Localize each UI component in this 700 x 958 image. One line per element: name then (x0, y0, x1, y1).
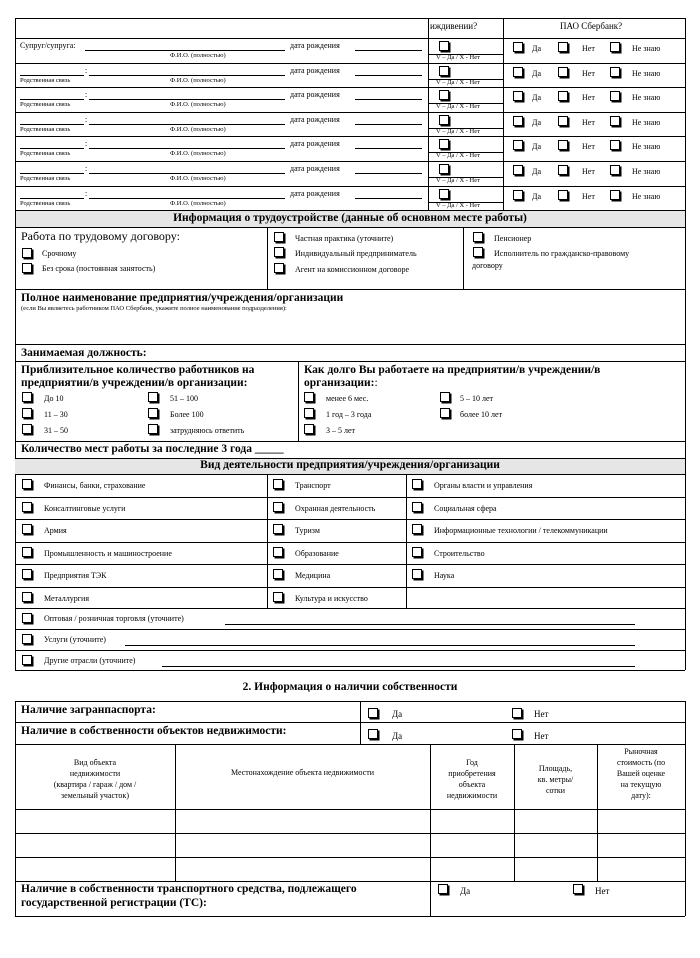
birth-date-label: дата рождения (290, 65, 340, 75)
agent-checkbox[interactable] (274, 263, 284, 273)
entrepreneur-label: Индивидуальный предприниматель (295, 249, 417, 258)
fio-hint: Ф.И.О. (полностью) (170, 52, 226, 59)
staff-option-label: 31 – 50 (44, 426, 68, 435)
yes-no-hint: V – Да / X - Нет (436, 127, 480, 135)
urgent-checkbox[interactable] (22, 248, 32, 258)
activity-checkbox[interactable] (22, 524, 32, 534)
sber-yes-label: Да (532, 191, 542, 201)
activity-title: Вид деятельности предприятия/учреждения/организации (200, 459, 500, 471)
sber-unknown-label: Не знаю (632, 191, 661, 201)
staff-option-checkbox[interactable] (148, 392, 158, 402)
colon: : (85, 188, 88, 198)
sber-yes-label: Да (532, 117, 542, 127)
relation-hint: Родственная связь (20, 125, 71, 133)
colon: : (85, 114, 88, 124)
fio-hint: Ф.И.О. (полностью) (170, 199, 226, 207)
trade-checkbox[interactable] (22, 613, 32, 623)
tenure-option-label: 3 – 5 лет (326, 426, 356, 435)
colon: : (85, 90, 88, 100)
relation-line (20, 75, 84, 76)
sber-yes-label: Да (532, 44, 542, 53)
staff-option-checkbox[interactable] (148, 408, 158, 418)
relation-hint: Родственная связь (20, 199, 71, 207)
relation-line (20, 99, 84, 100)
tenure-option-checkbox[interactable] (440, 408, 450, 418)
permanent-checkbox[interactable] (22, 263, 32, 273)
property-title: 2. Информация о наличии собственности (242, 681, 458, 693)
activity-checkbox[interactable] (22, 592, 32, 602)
other-industry-label: Другие отрасли (уточните) (44, 656, 136, 665)
relation-line (20, 173, 84, 174)
sber-no-label: Нет (582, 142, 595, 152)
activity-label: Наука (434, 571, 455, 580)
table-row[interactable] (15, 833, 685, 857)
sber-yes-checkbox[interactable] (513, 67, 523, 77)
birth-date-label: дата рождения (290, 41, 340, 50)
vehicle-yes-label: Да (460, 886, 471, 896)
vehicle-title-1: Наличие в собственности транспортного средства, подлежащего (21, 883, 357, 895)
staff-option-checkbox[interactable] (22, 408, 32, 418)
sber-yes-label: Да (532, 93, 542, 103)
sber-yes-label: Да (532, 68, 542, 78)
activity-label: Органы власти и управления (434, 481, 533, 490)
sber-unknown-label: Не знаю (632, 93, 661, 103)
tenure-option-label: 1 год – 3 года (326, 410, 372, 419)
dependent-checkbox[interactable] (439, 189, 449, 199)
realty-title: Наличие в собственности объектов недвижимости: (21, 725, 287, 737)
staff-option-label: Более 100 (170, 410, 204, 419)
staff-title-1: Приблизительное количество работников на (21, 364, 255, 376)
yes-no-hint: V – Да / X - Нет (436, 54, 480, 61)
sber-yes-checkbox[interactable] (513, 190, 523, 200)
services-checkbox[interactable] (22, 634, 32, 644)
realty-yes-label: Да (392, 731, 403, 741)
yes-no-hint: V – Да / X - Нет (436, 78, 480, 86)
activity-label: Армия (44, 526, 67, 535)
tenure-option-label: более 10 лет (460, 410, 503, 419)
dependent-checkbox[interactable] (439, 115, 449, 125)
activity-checkbox[interactable] (22, 502, 32, 512)
sber-no-checkbox[interactable] (558, 116, 568, 126)
services-label: Услуги (уточните) (44, 635, 106, 644)
sber-unknown-label: Не знаю (632, 68, 661, 78)
activity-label: Финансы, банки, страхование (44, 481, 146, 490)
activity-label: Промышленность и машиностроение (44, 549, 172, 558)
activity-label: Консалтинговые услуги (44, 504, 126, 513)
staff-option-label: 51 – 100 (170, 394, 198, 403)
sber-yes-label: Да (532, 142, 542, 152)
yes-no-hint: V – Да / X - Нет (436, 152, 480, 160)
fio-line (89, 198, 285, 199)
fio-line (85, 50, 285, 51)
birth-date-label: дата рождения (290, 188, 340, 198)
activity-checkbox[interactable] (22, 479, 32, 489)
activity-checkbox[interactable] (412, 524, 422, 534)
civil-contract-label-1: Исполнитель по гражданско-правовому (494, 249, 630, 258)
activity-checkbox[interactable] (412, 547, 422, 557)
staff-option-label: 11 – 30 (44, 410, 68, 419)
birth-date-label: дата рождения (290, 139, 340, 149)
private-practice-label: Частная практика (уточните) (295, 234, 394, 243)
contract-title: Работа по трудовому договору: (21, 229, 180, 243)
dependent-checkbox[interactable] (439, 164, 449, 174)
permanent-label: Без срока (постоянная занятость) (42, 264, 156, 273)
position-title: Занимаемая должность: (21, 347, 147, 359)
table-row[interactable] (15, 857, 685, 881)
realty-yes-checkbox[interactable] (368, 729, 378, 739)
sber-unknown-label: Не знаю (632, 44, 661, 53)
pensioner-checkbox[interactable] (473, 232, 483, 242)
vehicle-no-checkbox[interactable] (573, 884, 583, 894)
activity-checkbox[interactable] (273, 479, 283, 489)
tenure-option-checkbox[interactable] (304, 424, 314, 434)
staff-title-2: предприятии/в учреждении/в организации: (21, 377, 248, 389)
realty-no-label: Нет (534, 731, 549, 741)
fio-line (89, 173, 285, 174)
sber-no-label: Нет (582, 44, 595, 53)
activity-checkbox[interactable] (412, 502, 422, 512)
pensioner-label: Пенсионер (494, 234, 532, 243)
activity-checkbox[interactable] (273, 502, 283, 512)
sber-no-label: Нет (582, 167, 595, 176)
col-value-header: Рыночная стоимость (по Вашей оценке на текущую дату): (616, 747, 666, 800)
activity-checkbox[interactable] (412, 479, 422, 489)
activity-row-divider (15, 564, 685, 565)
passport-yes-label: Да (392, 709, 403, 719)
activity-checkbox[interactable] (412, 569, 422, 579)
sber-no-checkbox[interactable] (558, 67, 568, 77)
activity-checkbox[interactable] (273, 592, 283, 602)
yes-no-hint: V – Да / X - Нет (436, 177, 480, 184)
col-area-header: Площадь, кв. метры/ сотки (537, 764, 574, 795)
fio-hint: Ф.И.О. (полностью) (170, 76, 226, 84)
yes-no-hint: V – Да / X - Нет (436, 103, 480, 111)
sber-no-label: Нет (582, 68, 595, 78)
relation-hint: Родственная связь (20, 150, 71, 158)
birth-date-line (355, 124, 422, 125)
yes-no-hint: V – Да / X - Нет (436, 201, 480, 209)
sber-yes-checkbox[interactable] (513, 116, 523, 126)
activity-label: Туризм (295, 526, 320, 535)
activity-label: Информационные технологии / телекоммуникации (434, 526, 608, 535)
fio-line (89, 99, 285, 100)
sber-unknown-checkbox[interactable] (610, 91, 620, 101)
birth-date-line (355, 198, 422, 199)
fio-line (89, 124, 285, 125)
tenure-option-label: 5 – 10 лет (460, 394, 494, 403)
birth-date-line (355, 148, 422, 149)
realty-no-checkbox[interactable] (512, 729, 522, 739)
civil-contract-label-2: договору (472, 261, 503, 270)
sber-unknown-checkbox[interactable] (610, 42, 620, 52)
sber-no-label: Нет (582, 93, 595, 103)
fio-line (89, 148, 285, 149)
activity-label: Образование (295, 549, 339, 558)
entrepreneur-checkbox[interactable] (274, 247, 284, 257)
employment-title: Информация о трудоустройстве (данные об основном месте работы) (173, 212, 527, 224)
sber-unknown-checkbox[interactable] (610, 116, 620, 126)
relation-line (20, 198, 84, 199)
passport-yes-checkbox[interactable] (368, 708, 378, 718)
relation-hint: Родственная связь (20, 101, 71, 109)
activity-checkbox[interactable] (273, 569, 283, 579)
activity-label: Медицина (295, 571, 331, 580)
sber-no-checkbox[interactable] (558, 42, 568, 52)
birth-date-line (355, 50, 422, 51)
sber-yes-checkbox[interactable] (513, 91, 523, 101)
relation-line (20, 148, 84, 149)
dependent-checkbox[interactable] (439, 41, 449, 51)
colon: : (85, 139, 88, 149)
activity-label: Транспорт (295, 481, 331, 490)
activity-checkbox[interactable] (22, 547, 32, 557)
dependent-checkbox[interactable] (439, 66, 449, 76)
sber-yes-checkbox[interactable] (513, 165, 523, 175)
sber-no-label: Нет (582, 117, 595, 127)
vehicle-no-label: Нет (595, 886, 610, 896)
activity-label: Социальная сфера (434, 504, 497, 513)
other-industry-checkbox[interactable] (22, 655, 32, 665)
sber-unknown-checkbox[interactable] (610, 140, 620, 150)
birth-date-label: дата рождения (290, 164, 340, 173)
activity-row-divider (15, 519, 685, 520)
tenure-option-label: менее 6 мес. (326, 394, 369, 403)
agent-label: Агент на комиссионном договоре (295, 265, 410, 274)
staff-option-checkbox[interactable] (22, 424, 32, 434)
sber-no-checkbox[interactable] (558, 165, 568, 175)
col-type-header: Вид объекта недвижимости (квартира / гараж / дом / земельный участок) (53, 758, 137, 800)
relation-hint: Родственная связь (20, 76, 71, 84)
jobs-count: Количество мест работы за последние 3 года _____ (21, 443, 284, 455)
fio-hint: Ф.И.О. (полностью) (170, 175, 226, 182)
activity-label: Предприятия ТЭК (44, 571, 107, 580)
sber-yes-label: Да (532, 167, 542, 176)
col-location-header: Местонахождение объекта недвижимости (230, 768, 375, 777)
sber-no-label: Нет (582, 191, 595, 201)
birth-date-line (355, 173, 422, 174)
sber-unknown-checkbox[interactable] (610, 67, 620, 77)
sber-no-checkbox[interactable] (558, 140, 568, 150)
activity-checkbox[interactable] (273, 524, 283, 534)
activity-row-divider (15, 542, 685, 543)
activity-checkbox[interactable] (22, 569, 32, 579)
colon: : (85, 164, 88, 173)
vehicle-yes-checkbox[interactable] (438, 884, 448, 894)
fio-line (89, 75, 285, 76)
staff-option-label: До 10 (44, 394, 64, 403)
org-name-note: (если Вы являетесь работником ПАО Сбербанк, укажите полное наименование подразделения): (21, 305, 287, 312)
tenure-option-checkbox[interactable] (440, 392, 450, 402)
org-name-title: Полное наименование предприятия/учреждения/организации (21, 292, 344, 304)
tenure-title-2: организации:: (304, 377, 378, 389)
passport-no-checkbox[interactable] (512, 708, 522, 718)
urgent-label: Срочному (42, 249, 77, 258)
activity-label: Металлургия (44, 594, 89, 603)
staff-option-checkbox[interactable] (22, 392, 32, 402)
activity-label: Культура и искусство (295, 594, 368, 603)
birth-date-label: дата рождения (290, 90, 340, 100)
staff-option-checkbox[interactable] (148, 424, 158, 434)
sber-unknown-checkbox[interactable] (610, 165, 620, 175)
passport-title: Наличие загранпаспорта: (21, 704, 156, 716)
vehicle-title-2: государственной регистрации (ТС): (21, 897, 207, 909)
private-practice-checkbox[interactable] (274, 232, 284, 242)
fio-hint: Ф.И.О. (полностью) (170, 101, 226, 109)
trade-label: Оптовая / розничная торговля (уточните) (44, 614, 184, 623)
tenure-title-1: Как долго Вы работаете на предприятии/в учреждении/в (304, 364, 601, 376)
birth-date-label: дата рождения (290, 114, 340, 124)
activity-label: Строительство (434, 549, 485, 558)
col-year-header: Год приобретения объекта недвижимости (446, 758, 498, 800)
sber-unknown-label: Не знаю (632, 167, 661, 176)
activity-row-divider (15, 497, 685, 498)
spouse-label: Супруг/супруга: (20, 41, 76, 50)
relation-hint: Родственная связь (20, 175, 71, 182)
sber-yes-checkbox[interactable] (513, 140, 523, 150)
relation-line (20, 124, 84, 125)
activity-row-divider (15, 587, 685, 588)
dependent-checkbox[interactable] (439, 90, 449, 100)
civil-contract-checkbox[interactable] (473, 247, 483, 257)
staff-option-label: затрудняюсь ответить (170, 426, 245, 435)
sber-unknown-checkbox[interactable] (610, 190, 620, 200)
colon: : (85, 65, 88, 75)
tenure-option-checkbox[interactable] (304, 392, 314, 402)
sber-unknown-label: Не знаю (632, 142, 661, 152)
dependent-checkbox[interactable] (439, 139, 449, 149)
activity-label: Охранная деятельность (295, 504, 376, 513)
sber-no-checkbox[interactable] (558, 91, 568, 101)
tenure-option-checkbox[interactable] (304, 408, 314, 418)
dependents-header: иждивении? (430, 21, 478, 31)
birth-date-line (355, 75, 422, 76)
table-row[interactable] (15, 809, 685, 833)
activity-checkbox[interactable] (273, 547, 283, 557)
sberbank-header: ПАО Сбербанк? (560, 21, 623, 31)
fio-hint: Ф.И.О. (полностью) (170, 125, 226, 133)
sber-no-checkbox[interactable] (558, 190, 568, 200)
passport-no-label: Нет (534, 709, 549, 719)
sber-unknown-label: Не знаю (632, 117, 661, 127)
birth-date-line (355, 99, 422, 100)
sber-yes-checkbox[interactable] (513, 42, 523, 52)
fio-hint: Ф.И.О. (полностью) (170, 150, 226, 158)
